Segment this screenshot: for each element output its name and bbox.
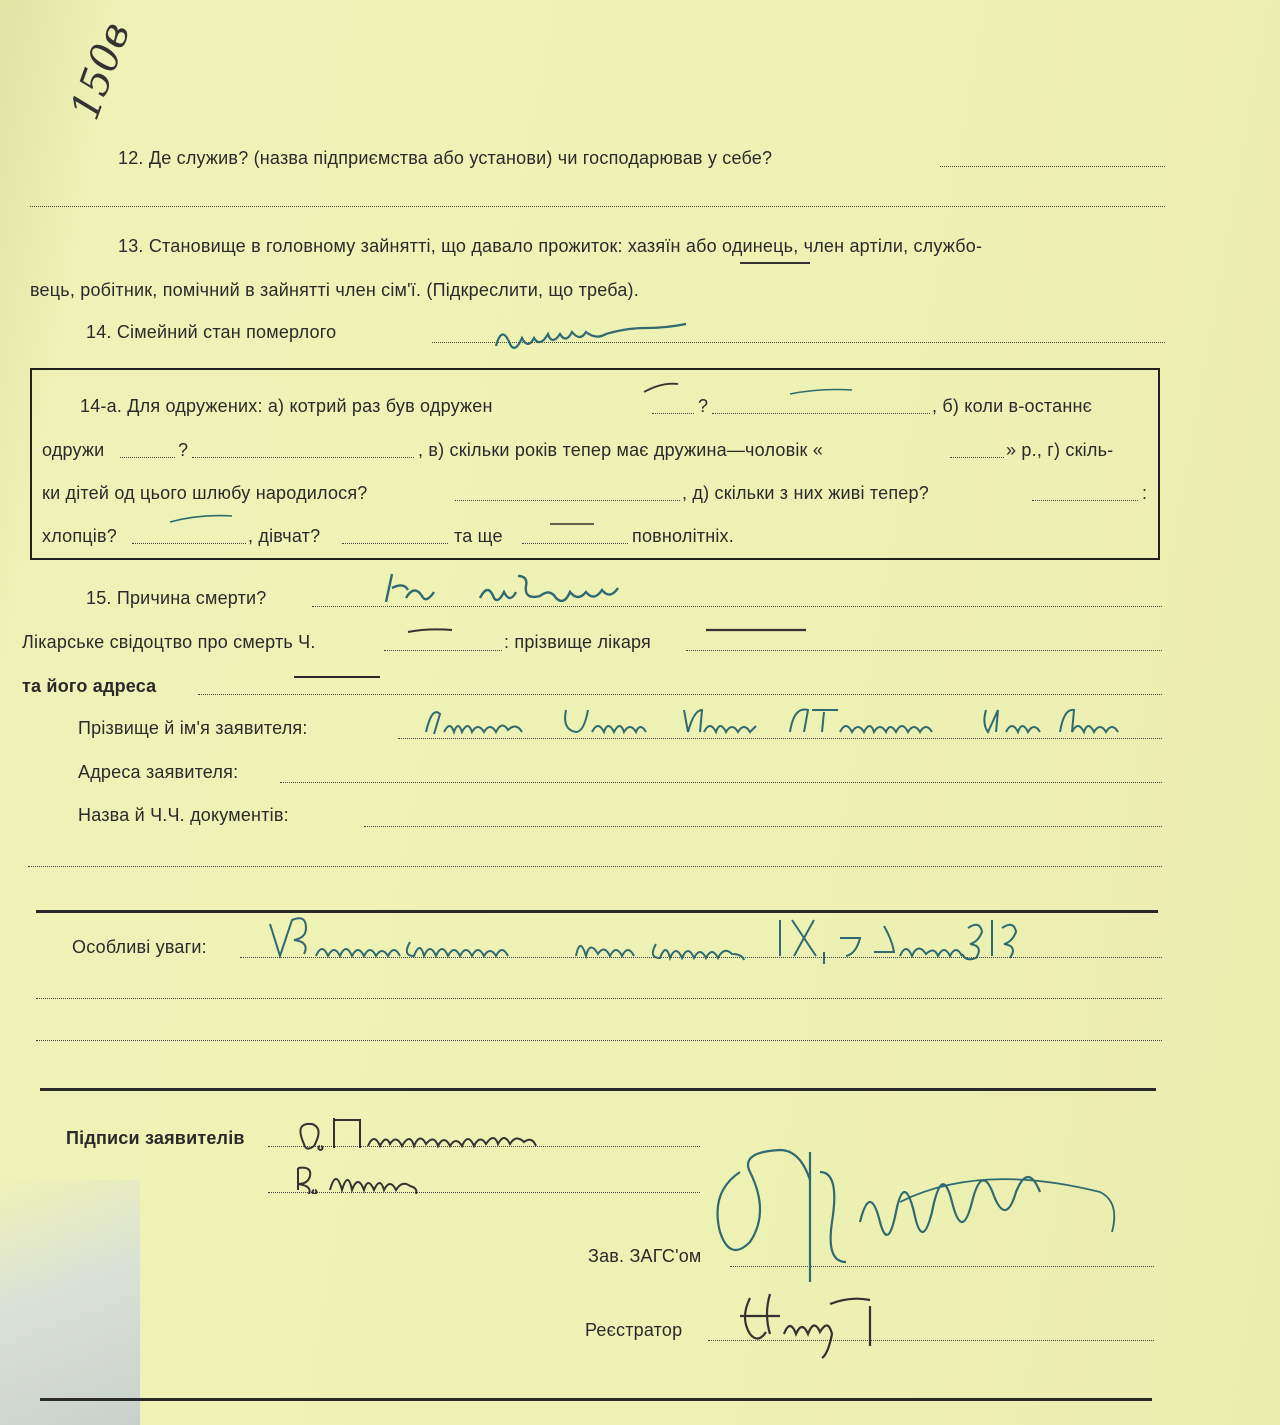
q14a-children-born-line: [455, 500, 680, 501]
q14a-girls-line: [342, 543, 448, 544]
q14a-boys-line: [132, 543, 246, 544]
registrar-label: Реєстратор: [585, 1320, 683, 1340]
applicant-handwritten-names: [420, 702, 1160, 748]
zags-head-signature: [700, 1132, 1130, 1292]
q14a-line1-c: , б) коли в-останнє: [932, 396, 1093, 416]
q13-line2: вець, робітник, помічний в зайнятті член сім'ї. (Підкреслити, що треба).: [30, 280, 639, 300]
q14a-line3-b: , д) скільки з них живі тепер?: [682, 483, 929, 503]
q12-label: 12. Де служив? (назва підприємства або установи) чи господарював у себе?: [118, 148, 773, 168]
remarks-line-2: [36, 998, 1162, 999]
q14a-line2-b: ?: [178, 440, 189, 460]
q14a-line4-d: повнолітніх.: [632, 526, 734, 546]
q14a-line3-a: ки дітей од цього шлюбу народилося?: [42, 483, 368, 503]
q15-handwritten-answer: [380, 568, 670, 612]
doctor-label: : прізвище лікаря: [504, 632, 651, 652]
q14-handwritten-answer: [488, 318, 738, 358]
q14a-line3-c: :: [1142, 483, 1148, 503]
q14a-line1-a: 14-а. Для одружених: а) котрий раз був одружен: [80, 396, 493, 416]
q14a-spouse-age-line: [950, 457, 1004, 458]
remarks-line-3: [36, 1040, 1162, 1041]
q15-label: 15. Причина смерти?: [86, 588, 267, 608]
zags-head-label: Зав. ЗАГС'ом: [588, 1246, 702, 1266]
khazyain-underline: [740, 262, 810, 264]
q14a-last-married-line-2: [192, 457, 414, 458]
q14a-children-dashes: [150, 504, 610, 534]
q14a-adults-line: [522, 543, 628, 544]
signatures-label: Підписи заявителів: [66, 1128, 245, 1148]
q14a-children-alive-line: [1032, 500, 1138, 501]
cert-label: Лікарське свідоцтво про смерть Ч.: [22, 632, 316, 652]
applicant-signatures: [290, 1108, 650, 1194]
address-dash: [294, 676, 380, 678]
corner-note: 150в: [62, 16, 140, 126]
q14a-times-married-line: [652, 413, 694, 414]
q14a-last-married-line: [120, 457, 175, 458]
address-label: та його адреса: [22, 676, 157, 696]
q13-line1: 13. Становище в головному зайнятті, що давало прожиток: хазяїн або одинець, член артіли, службо-: [118, 236, 983, 256]
q14-label: 14. Сімейний стан померлого: [86, 322, 337, 342]
remarks-handwritten-note: [260, 908, 1050, 970]
documents-label: Назва й Ч.Ч. документів:: [78, 805, 289, 825]
cert-number-line: [384, 650, 502, 651]
section-rule-2: [40, 1088, 1156, 1091]
applicant-address-line: [280, 782, 1162, 783]
bottom-rule: [40, 1398, 1152, 1401]
documents-line-2: [28, 866, 1162, 867]
q14a-line4-a: хлопців?: [42, 526, 117, 546]
q14a-line4-c: та ще: [454, 526, 503, 546]
documents-line: [364, 826, 1162, 827]
q14a-times-married-line-2: [712, 413, 930, 414]
doctor-address-line: [198, 694, 1162, 695]
q14a-line4-b: , дівчат?: [248, 526, 321, 546]
paper-edge-shadow: [0, 1180, 140, 1425]
applicant-address-label: Адреса заявителя:: [78, 762, 239, 782]
applicant-name-label: Прізвище й ім'я заявителя:: [78, 718, 308, 738]
q14a-line2-a: одружи: [42, 440, 105, 460]
remarks-label: Особливі уваги:: [72, 937, 207, 957]
registrar-signature: [720, 1284, 900, 1364]
q14a-line1-b: ?: [698, 396, 709, 416]
q12-continuation-line: [30, 206, 1165, 207]
cert-dashes: [400, 620, 820, 644]
q14a-line2-c: , в) скільки років тепер має дружина—чоловік «: [418, 440, 824, 460]
q12-answer-line: [940, 166, 1165, 167]
q14a-line2-d: » р., г) скіль-: [1006, 440, 1114, 460]
doctor-name-line: [686, 650, 1162, 651]
q14a-dash-mark: [640, 376, 860, 400]
